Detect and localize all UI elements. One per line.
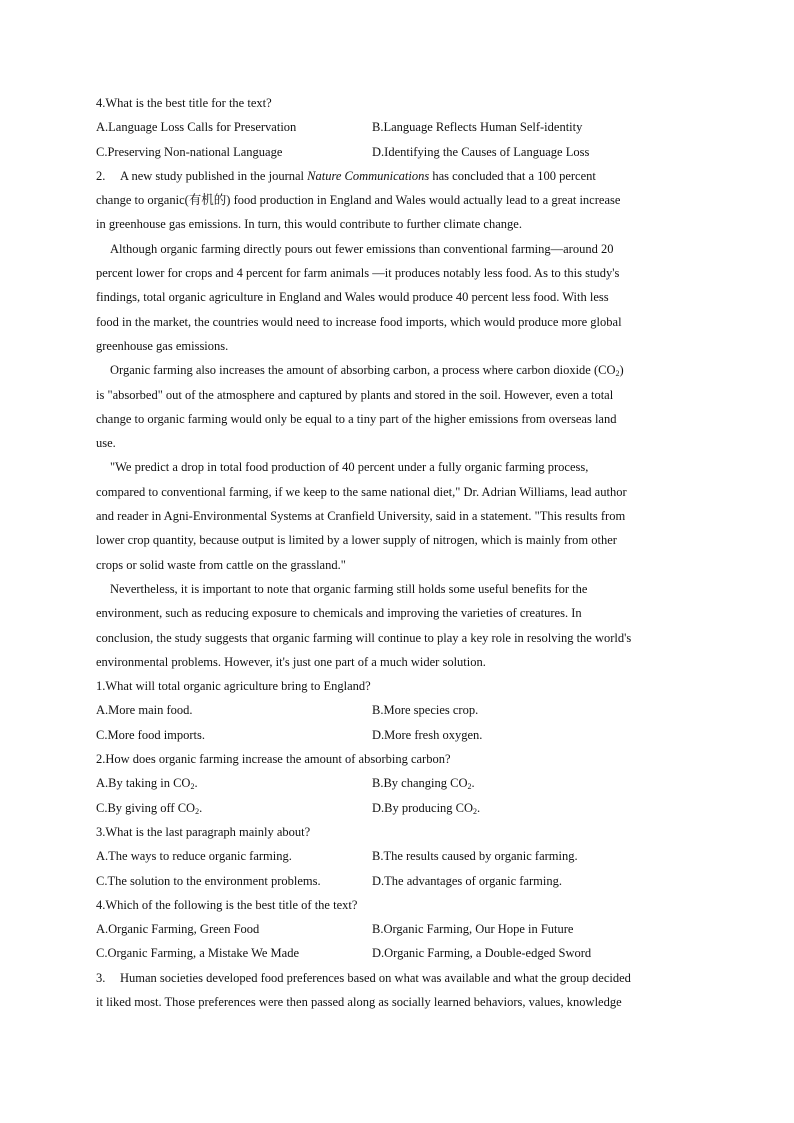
option-a: A.Language Loss Calls for Preservation	[96, 120, 297, 135]
question-text: 3.What is the last paragraph mainly about?	[96, 824, 311, 839]
passage-line: change to organic farming would only be equal to a tiny part of the higher emissions from overseas land	[96, 411, 617, 426]
options-row	[96, 941, 700, 965]
passage-line: Organic farming also increases the amount of absorbing carbon, a process where carbon dioxide $(CO_2)$	[110, 363, 624, 379]
passage-line: change to organic(有机的) food production in England and Wales would actually lead to a great increase	[96, 193, 621, 208]
journal-name: Nature Communications	[307, 168, 430, 183]
options-row	[96, 869, 700, 893]
option-b: B.By changing $CO_2$.	[372, 776, 475, 792]
passage-line: crops or solid waste from cattle on the grassland."	[96, 557, 346, 572]
passage-line: and reader in Agni-Environmental Systems at Cranfield University, said in a statement. "This results from	[96, 509, 626, 524]
options-row	[96, 771, 700, 795]
options-row	[96, 917, 700, 941]
passage-line: is "absorbed" out of the atmosphere and captured by plants and stored in the soil. However, even a total	[96, 387, 614, 402]
option-c: C.Organic Farming, a Mistake We Made	[96, 946, 300, 961]
question-text: 4.Which of the following is the best title of the text?	[96, 897, 358, 912]
option-c: C.More food imports.	[96, 727, 206, 742]
passage-line: food in the market, the countries would need to increase food imports, which would produce more global	[96, 314, 622, 329]
option-c: C.Preserving Non-national Language	[96, 144, 283, 159]
passage-line: 2. A new study published in the journal Nature Communications has concluded that a 100 percent	[96, 164, 700, 188]
option-a: A.Organic Farming, Green Food	[96, 922, 260, 937]
passage-line: percent lower for crops and 4 percent for farm animals —it produces notably less food. As to this study's	[96, 266, 620, 281]
passage-line: lower crop quantity, because output is limited by a lower supply of nitrogen, which is mainly from other	[96, 533, 617, 548]
options-row	[96, 723, 700, 747]
passage-line: 3. Human societies developed food preferences based on what was available and what the group decided	[96, 966, 700, 990]
option-b: B.Organic Farming, Our Hope in Future	[372, 922, 574, 937]
option-c: C.The solution to the environment problems.	[96, 873, 321, 888]
option-d: D.Identifying the Causes of Language Loss	[372, 144, 590, 159]
passage-line: conclusion, the study suggests that organic farming will continue to play a key role in resolving the world's	[96, 630, 632, 645]
passage-line: environmental problems. However, it's just one part of a much wider solution.	[96, 654, 486, 669]
passage-number: 3.	[96, 970, 106, 985]
document-page	[96, 91, 700, 1014]
passage-line: findings, total organic agriculture in England and Wales would produce 40 percent less food. With less	[96, 290, 609, 305]
option-d: D.By producing $CO_2$.	[372, 800, 481, 816]
option-a: A.The ways to reduce organic farming.	[96, 849, 292, 864]
option-d: D.The advantages of organic farming.	[372, 873, 562, 888]
option-b: B.More species crop.	[372, 703, 479, 718]
option-b: B.The results caused by organic farming.	[372, 849, 578, 864]
options-row	[96, 844, 700, 868]
passage-line: "We predict a drop in total food production of 40 percent under a fully organic farming process,	[110, 460, 589, 475]
option-d: D.More fresh oxygen.	[372, 727, 483, 742]
option-b: B.Language Reflects Human Self-identity	[372, 120, 583, 135]
passage-line: in greenhouse gas emissions. In turn, this would contribute to further climate change.	[96, 217, 522, 232]
passage-line: compared to conventional farming, if we keep to the same national diet," Dr. Adrian Williams, lead author	[96, 484, 627, 499]
question-text: 1.What will total organic agriculture bring to England?	[96, 679, 371, 694]
option-c: C.By giving off $CO_2$.	[96, 800, 203, 816]
option-a: A.By taking in $CO_2$.	[96, 776, 198, 792]
passage-line: greenhouse gas emissions.	[96, 338, 229, 353]
question-text: 4.What is the best title for the text?	[96, 96, 272, 110]
options-row	[96, 796, 700, 820]
question-text: 2.How does organic farming increase the amount of absorbing carbon?	[96, 752, 451, 767]
options-row	[96, 140, 700, 164]
options-row	[96, 698, 700, 722]
options-row	[96, 115, 700, 139]
passage-line: Although organic farming directly pours out fewer emissions than conventional farming—around 20	[110, 241, 614, 256]
passage-line: Nevertheless, it is important to note that organic farming still holds some useful benefits for the	[110, 581, 588, 596]
passage-number: 2.	[96, 168, 106, 183]
passage-line: environment, such as reducing exposure to chemicals and improving the varieties of creatures. In	[96, 606, 582, 621]
passage-line: it liked most. Those preferences were then passed along as socially learned behaviors, values, knowledge	[96, 994, 622, 1009]
option-a: A.More main food.	[96, 703, 193, 718]
passage-line: use.	[96, 436, 116, 451]
option-d: D.Organic Farming, a Double-edged Sword	[372, 946, 592, 961]
